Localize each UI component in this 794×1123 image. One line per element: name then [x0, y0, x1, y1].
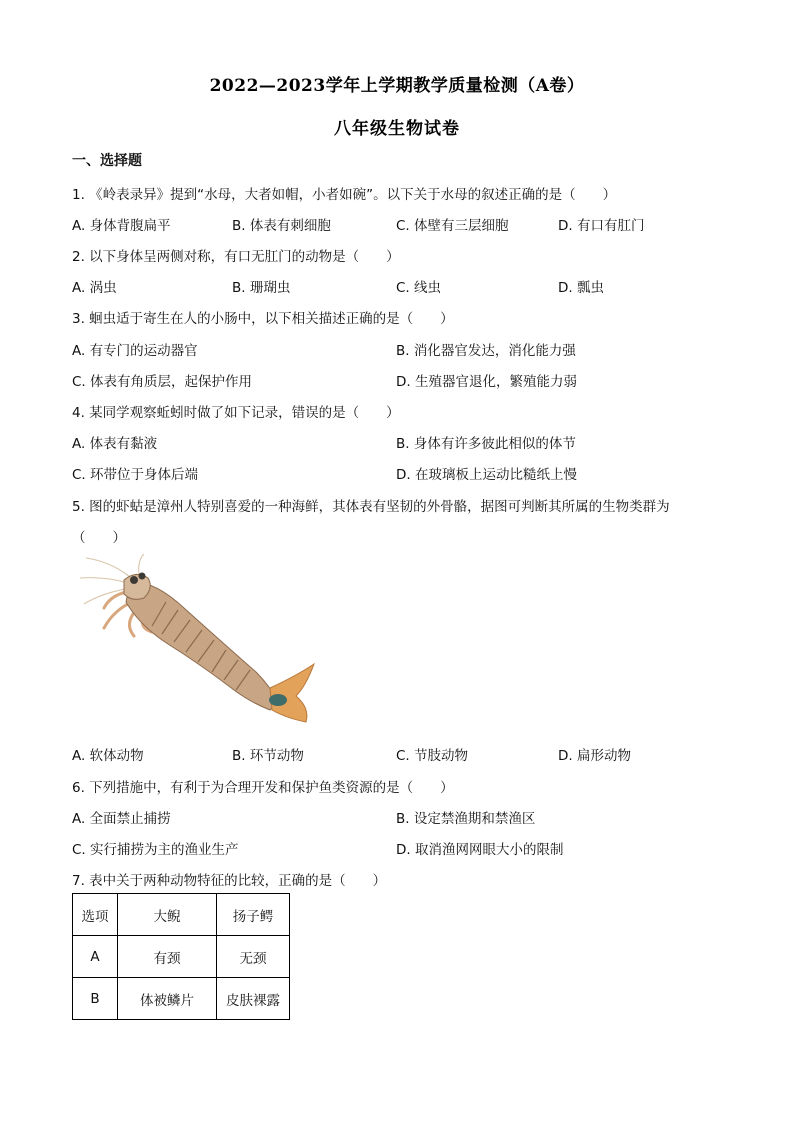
- question-4-option-c: C. 环带位于身体后端: [72, 467, 199, 483]
- question-2-stem: 2. 以下身体呈两侧对称，有口无肛门的动物是（ ）: [72, 249, 400, 265]
- exam-title: 2022—2023学年上学期教学质量检测（A卷）: [209, 76, 585, 96]
- question-7-stem: 7. 表中关于两种动物特征的比较，正确的是（ ）: [72, 873, 387, 889]
- table-header-cell: 扬子鳄: [217, 894, 290, 936]
- shrimp-eye: [139, 573, 146, 580]
- question-3-option-d: D. 生殖器官退化，繁殖能力弱: [396, 374, 577, 390]
- question-6-stem: 6. 下列措施中，有利于为合理开发和保护鱼类资源的是（ ）: [72, 780, 454, 796]
- question-5-option-c: C. 节肢动物: [396, 748, 469, 764]
- question-3-option-c: C. 体表有角质层，起保护作用: [72, 374, 253, 390]
- table-row: [73, 978, 290, 1020]
- question-5-stem: 5. 图的虾蛄是漳州人特别喜爱的一种海鲜，其体表有坚韧的外骨骼，据图可判断其所属的生物类群为: [72, 499, 670, 515]
- question-6-option-b: B. 设定禁渔期和禁渔区: [396, 811, 536, 827]
- table-header-row: [73, 894, 290, 936]
- table-cell: A: [73, 936, 118, 978]
- question-4-option-d: D. 在玻璃板上运动比糙纸上慢: [396, 467, 577, 483]
- question-2-option-b: B. 珊瑚虫: [232, 280, 291, 296]
- table-cell: 体被鳞片: [118, 978, 217, 1020]
- question-1-option-d: D. 有口有肛门: [558, 218, 645, 234]
- shrimp-eye: [130, 576, 138, 584]
- question-3-option-a: A. 有专门的运动器官: [72, 343, 198, 359]
- shrimp-tail-spot: [269, 694, 287, 706]
- table-header-cell: 选项: [73, 894, 118, 936]
- question-5-option-b: B. 环节动物: [232, 748, 304, 764]
- question-6-option-c: C. 实行捕捞为主的渔业生产: [72, 842, 239, 858]
- question-3-stem: 3. 蛔虫适于寄生在人的小肠中，以下相关描述正确的是（ ）: [72, 311, 454, 327]
- table-row: [73, 936, 290, 978]
- table-cell: 皮肤裸露: [217, 978, 290, 1020]
- question-6-option-a: A. 全面禁止捕捞: [72, 811, 171, 827]
- question-4-stem: 4. 某同学观察蚯蚓时做了如下记录，错误的是（ ）: [72, 405, 400, 421]
- shrimp-tail: [270, 664, 314, 722]
- table-cell: B: [73, 978, 118, 1020]
- table-cell: 无颈: [217, 936, 290, 978]
- question-2-option-d: D. 瓢虫: [558, 280, 604, 296]
- question-4-option-a: A. 体表有黏液: [72, 436, 158, 452]
- question-2-option-c: C. 线虫: [396, 280, 442, 296]
- question-5-option-d: D. 扁形动物: [558, 748, 631, 764]
- question-1-option-b: B. 体表有刺细胞: [232, 218, 331, 234]
- question-5-stem-continued: （ ）: [72, 530, 126, 546]
- question-4-option-b: B. 身体有许多彼此相似的体节: [396, 436, 576, 452]
- question-1-stem: 1. 《岭表录异》提到“水母，大者如帽，小者如碗”。以下关于水母的叙述正确的是（ ）: [72, 187, 617, 203]
- question-2-option-a: A. 涡虫: [72, 280, 117, 296]
- exam-subtitle: 八年级生物试卷: [334, 119, 460, 139]
- table-cell: 有颈: [118, 936, 217, 978]
- mantis-shrimp-image: [74, 552, 322, 732]
- question-3-option-b: B. 消化器官发达，消化能力强: [396, 343, 576, 359]
- shrimp-body: [126, 582, 278, 710]
- table-header-cell: 大鲵: [118, 894, 217, 936]
- question-1-option-c: C. 体壁有三层细胞: [396, 218, 509, 234]
- question-6-option-d: D. 取消渔网网眼大小的限制: [396, 842, 564, 858]
- section-heading: 一、选择题: [72, 153, 142, 169]
- question-5-option-a: A. 软体动物: [72, 748, 144, 764]
- comparison-table: [72, 893, 290, 1020]
- question-1-option-a: A. 身体背腹扁平: [72, 218, 171, 234]
